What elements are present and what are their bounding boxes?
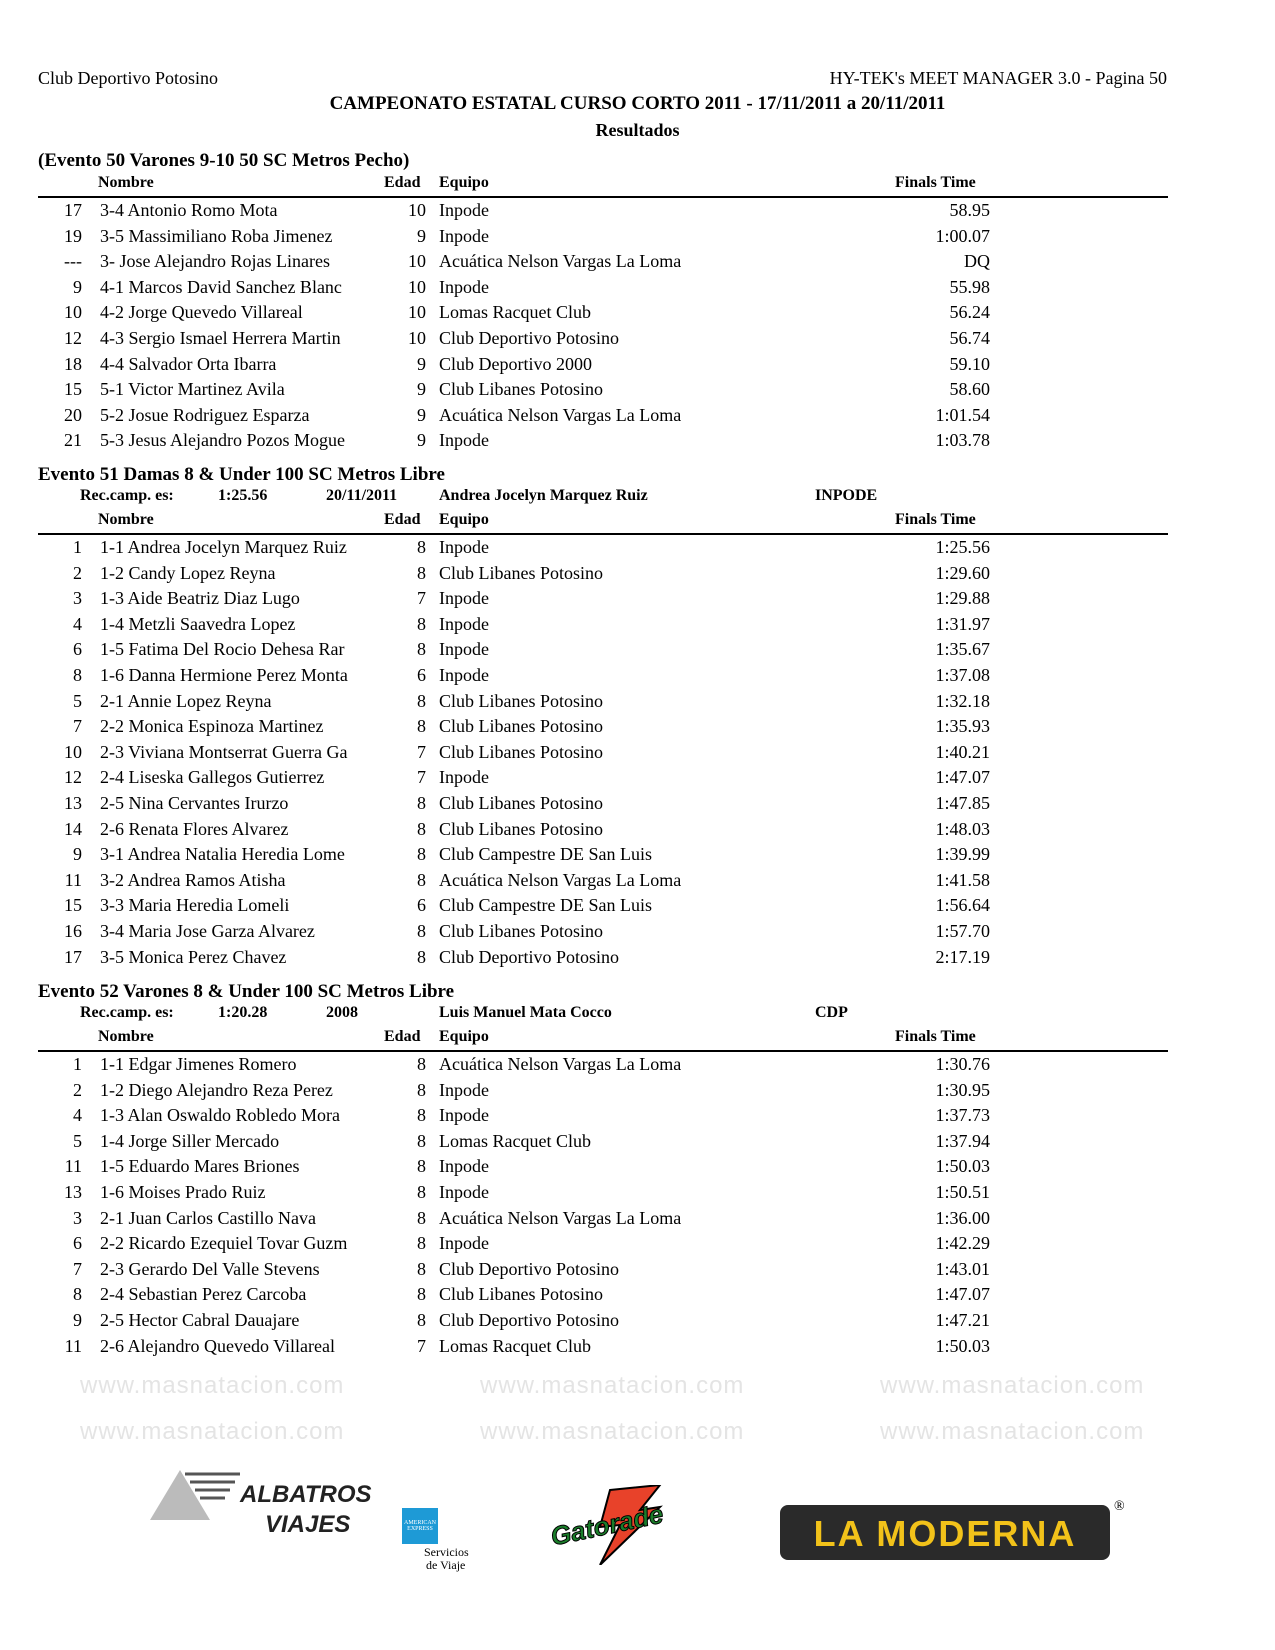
finals-time: 1:31.97 [935,613,990,634]
age: 8 [417,818,426,839]
watermark: www.masnatacion.com [480,1418,745,1445]
team: Club Deportivo 2000 [439,353,592,374]
swimmer-name: 1-1 Edgar Jimenes Romero [100,1054,297,1074]
table-row [38,639,1168,664]
col-name: Nombre [98,1028,154,1045]
albatros-text: ALBATROS [240,1481,372,1508]
record-label: Rec.camp. es: [80,487,174,504]
swimmer-name: 1-3 Aide Beatriz Diaz Lugo [100,588,300,609]
table-row [38,302,1168,327]
team: Acuática Nelson Vargas La Loma [439,1054,682,1074]
swimmer-name: 5-1 Victor Martinez Avila [100,379,285,400]
team: Inpode [439,639,489,660]
place: 5 [73,690,82,711]
record-time: 1:25.56 [218,487,268,504]
place: 9 [73,276,82,297]
team: Lomas Racquet Club [439,302,591,323]
age: 8 [417,1130,426,1151]
table-row [38,379,1168,404]
swimmer-name: 3-2 Andrea Ramos Atisha [100,869,286,890]
finals-time: 1:35.93 [935,716,990,737]
table-row [38,767,1168,792]
swimmer-name: 2-1 Annie Lopez Reyna [100,690,272,711]
swimmer-name: 4-1 Marcos David Sanchez Blanc [100,276,342,297]
swimmer-name: 5-2 Josue Rodriguez Esparza [100,404,310,425]
age: 8 [417,1182,426,1202]
col-age: Edad [384,511,421,528]
place: 9 [73,844,82,865]
age: 8 [417,716,426,737]
age: 8 [417,921,426,941]
finals-time: 1:47.85 [935,793,990,813]
swimmer-name: 1-5 Fatima Del Rocio Dehesa Rar [100,639,345,660]
finals-time: 58.95 [949,200,990,220]
team: Inpode [439,1156,489,1177]
age: 8 [417,1105,426,1126]
table-row [38,226,1168,251]
swimmer-name: 1-6 Moises Prado Ruiz [100,1182,266,1202]
place: 4 [73,613,82,634]
table-row [38,277,1168,302]
team: Club Deportivo Potosino [439,1310,620,1330]
table-row [38,1310,1168,1335]
swimmer-name: 4-2 Jorge Quevedo Villareal [100,302,303,323]
swimmer-name: 2-5 Nina Cervantes Irurzo [100,793,289,813]
team: Club Libanes Potosino [439,793,604,813]
finals-time: 1:50.03 [935,1156,990,1177]
place: 1 [73,1054,82,1074]
finals-time: 1:30.76 [935,1054,990,1074]
team: Acuática Nelson Vargas La Loma [439,1207,682,1228]
age: 7 [417,1335,426,1356]
finals-time: 1:35.67 [935,639,990,660]
age: 8 [417,1156,426,1177]
team: Inpode [439,588,489,609]
record-date: 20/11/2011 [326,487,398,504]
team: Inpode [439,430,489,451]
place: 16 [64,921,82,941]
place: 8 [73,1284,82,1305]
finals-time: 1:37.08 [935,665,990,685]
table-row [38,328,1168,353]
finals-time: 1:03.78 [935,430,990,451]
swimmer-name: 1-3 Alan Oswaldo Robledo Mora [100,1105,340,1126]
table-row [38,405,1168,430]
swimmer-name: 2-4 Sebastian Perez Carcoba [100,1284,307,1305]
finals-time: 1:48.03 [935,818,990,839]
swimmer-name: 1-6 Danna Hermione Perez Monta [100,665,348,685]
place: 3 [73,588,82,609]
place: 12 [64,767,82,788]
col-time: Finals Time [895,511,976,528]
swimmer-name: 1-4 Metzli Saavedra Lopez [100,613,296,634]
place: 13 [64,793,82,813]
team: Acuática Nelson Vargas La Loma [439,869,682,890]
swimmer-name: 2-3 Viviana Montserrat Guerra Ga [100,741,348,762]
table-row [38,200,1168,225]
place: 13 [64,1182,82,1202]
finals-time: 1:37.94 [935,1130,990,1151]
gatorade-text: Gatorade [548,1498,666,1552]
age: 8 [417,946,426,967]
age: 10 [408,302,426,323]
finals-time: 1:47.07 [935,1284,990,1305]
viajes-text: VIAJES [265,1511,351,1538]
table-row [38,1182,1168,1207]
age: 8 [417,793,426,813]
swimmer-name: 2-1 Juan Carlos Castillo Nava [100,1207,316,1228]
age: 10 [408,276,426,297]
team: Club Libanes Potosino [439,716,604,737]
record-team: CDP [815,1004,848,1021]
place: 11 [64,1156,82,1177]
table-row [38,1105,1168,1130]
team: Inpode [439,537,489,557]
age: 8 [417,1054,426,1074]
table-row [38,921,1168,946]
swimmer-name: 3-5 Massimiliano Roba Jimenez [100,225,333,246]
team: Lomas Racquet Club [439,1130,591,1151]
team: Club Libanes Potosino [439,379,604,400]
swimmer-name: 1-1 Andrea Jocelyn Marquez Ruiz [100,537,347,557]
finals-time: 1:30.95 [935,1079,990,1100]
place: 6 [73,639,82,660]
table-row [38,1336,1168,1361]
place: 6 [73,1233,82,1254]
col-age: Edad [384,1028,421,1045]
team: Club Deportivo Potosino [439,946,620,967]
swimmer-name: 3-5 Monica Perez Chavez [100,946,287,967]
swimmer-name: 5-3 Jesus Alejandro Pozos Mogue [100,430,345,451]
team: Acuática Nelson Vargas La Loma [439,404,682,425]
results-subtitle: Resultados [595,120,680,140]
column-header [38,174,1168,198]
age: 8 [417,562,426,583]
age: 8 [417,1207,426,1228]
team: Club Deportivo Potosino [439,1258,620,1279]
col-time: Finals Time [895,174,976,191]
de-viaje-text: de Viaje [426,1558,466,1572]
finals-time: 1:50.03 [935,1335,990,1356]
place: 10 [64,302,82,323]
finals-time: 1:01.54 [935,404,990,425]
servicios-text: Servicios [424,1545,469,1559]
table-row [38,614,1168,639]
swimmer-name: 2-2 Ricardo Ezequiel Tovar Guzm [100,1233,348,1254]
age: 7 [417,741,426,762]
finals-time: 1:43.01 [935,1258,990,1279]
team: Inpode [439,1182,489,1202]
team: Inpode [439,225,489,246]
team: Inpode [439,1105,489,1126]
table-row [38,563,1168,588]
age: 9 [417,430,426,451]
swimmer-name: 3-4 Antonio Romo Mota [100,200,278,220]
place: 17 [64,946,82,967]
record-label: Rec.camp. es: [80,1004,174,1021]
finals-time: 1:37.73 [935,1105,990,1126]
age: 9 [417,404,426,425]
age: 7 [417,588,426,609]
team: Inpode [439,1233,489,1254]
event-title: (Evento 50 Varones 9-10 50 SC Metros Pecho) [38,150,410,171]
place: 11 [64,869,82,890]
albatros-logo-icon [150,1470,240,1525]
team: Inpode [439,276,489,297]
place: 15 [64,895,82,916]
age: 8 [417,1284,426,1305]
team: Club Deportivo Potosino [439,328,620,348]
place: 5 [73,1130,82,1151]
team: Inpode [439,665,489,685]
table-row [38,1259,1168,1284]
swimmer-name: 1-4 Jorge Siller Mercado [100,1130,280,1151]
event-title: Evento 52 Varones 8 & Under 100 SC Metros Libre [38,981,455,1002]
team: Inpode [439,613,489,634]
swimmer-name: 4-3 Sergio Ismael Herrera Martin [100,328,341,348]
col-time: Finals Time [895,1028,976,1045]
watermark: www.masnatacion.com [480,1372,745,1399]
finals-time: 1:57.70 [935,921,990,941]
table-row [38,537,1168,562]
table-row [38,819,1168,844]
watermark: www.masnatacion.com [80,1418,345,1445]
team: Inpode [439,1079,489,1100]
table-row [38,1233,1168,1258]
team: Club Libanes Potosino [439,1284,604,1305]
finals-time: 1:41.58 [935,869,990,890]
place: 7 [73,1258,82,1279]
place: 1 [73,537,82,557]
team: Inpode [439,200,489,220]
team: Club Libanes Potosino [439,562,604,583]
software-page: HY-TEK's MEET MANAGER 3.0 - Pagina 50 [829,68,1167,88]
la-moderna-text: LA MODERNA [813,1513,1077,1554]
age: 8 [417,1310,426,1330]
column-header [38,511,1168,535]
swimmer-name: 3-1 Andrea Natalia Heredia Lome [100,844,345,865]
finals-time: 1:47.21 [935,1310,990,1330]
team: Lomas Racquet Club [439,1335,591,1356]
place: 20 [64,404,82,425]
record-holder: Andrea Jocelyn Marquez Ruiz [439,487,648,504]
team: Club Libanes Potosino [439,818,604,839]
age: 10 [408,251,426,272]
team: Inpode [439,767,489,788]
place: --- [64,251,82,272]
sponsor-albatros [150,1470,469,1572]
col-team: Equipo [439,174,489,191]
finals-time: 1:56.64 [935,895,990,916]
table-row [38,430,1168,455]
amex-logo: AMERICAN EXPRESS [402,1508,438,1544]
place: 21 [64,430,82,451]
place: 9 [73,1310,82,1330]
place: 19 [64,225,82,246]
column-header [38,1028,1168,1052]
age: 7 [417,767,426,788]
table-row [38,1156,1168,1181]
age: 8 [417,690,426,711]
team: Club Libanes Potosino [439,741,604,762]
table-row [38,1054,1168,1079]
swimmer-name: 1-2 Candy Lopez Reyna [100,562,276,583]
place: 3 [73,1207,82,1228]
age: 10 [408,328,426,348]
finals-time: 1:25.56 [935,537,990,557]
event-title: Evento 51 Damas 8 & Under 100 SC Metros Libre [38,464,445,485]
finals-time: 1:36.00 [935,1207,990,1228]
age: 8 [417,639,426,660]
age: 9 [417,353,426,374]
record-time: 1:20.28 [218,1004,268,1021]
watermark: www.masnatacion.com [880,1372,1145,1399]
table-row [38,1131,1168,1156]
finals-time: 1:29.60 [935,562,990,583]
place: 4 [73,1105,82,1126]
team: Acuática Nelson Vargas La Loma [439,251,682,272]
age: 9 [417,379,426,400]
age: 8 [417,613,426,634]
table-row [38,716,1168,741]
table-row [38,251,1168,276]
table-row [38,354,1168,379]
finals-time: 1:00.07 [935,225,990,246]
meet-title: CAMPEONATO ESTATAL CURSO CORTO 2011 - 17/11/2011 a 20/11/2011 [329,93,946,114]
swimmer-name: 1-2 Diego Alejandro Reza Perez [100,1079,333,1100]
record-team: INPODE [815,487,878,504]
age: 6 [417,895,426,916]
watermark: www.masnatacion.com [80,1372,345,1399]
age: 8 [417,537,426,557]
swimmer-name: 2-6 Alejandro Quevedo Villareal [100,1335,336,1356]
finals-time: 2:17.19 [935,946,990,967]
swimmer-name: 3- Jose Alejandro Rojas Linares [100,251,330,272]
finals-time: 55.98 [949,276,990,297]
table-row [38,588,1168,613]
finals-time: 1:42.29 [935,1233,990,1254]
age: 6 [417,665,426,685]
swimmer-name: 2-4 Liseska Gallegos Gutierrez [100,767,325,788]
team: Club Libanes Potosino [439,921,604,941]
finals-time: 56.24 [949,302,990,323]
team: Club Libanes Potosino [439,690,604,711]
place: 2 [73,562,82,583]
place: 10 [64,741,82,762]
table-row [38,844,1168,869]
finals-time: 1:40.21 [935,741,990,762]
place: 7 [73,716,82,737]
age: 8 [417,1233,426,1254]
place: 11 [64,1335,82,1356]
swimmer-name: 4-4 Salvador Orta Ibarra [100,353,277,374]
age: 8 [417,869,426,890]
table-row [38,793,1168,818]
team: Club Campestre DE San Luis [439,895,652,916]
table-row [38,947,1168,972]
watermark: www.masnatacion.com [880,1418,1145,1445]
table-row [38,870,1168,895]
team: Club Campestre DE San Luis [439,844,652,865]
finals-time: 56.74 [949,328,990,348]
age: 9 [417,225,426,246]
col-name: Nombre [98,174,154,191]
finals-time: 1:50.51 [935,1182,990,1202]
record-date: 2008 [326,1004,358,1021]
table-row [38,895,1168,920]
finals-time: 1:29.88 [935,588,990,609]
swimmer-name: 2-3 Gerardo Del Valle Stevens [100,1258,320,1279]
record-holder: Luis Manuel Mata Cocco [439,1004,612,1021]
table-row [38,691,1168,716]
table-row [38,1284,1168,1309]
sponsor-gatorade [550,1485,700,1565]
table-row [38,1208,1168,1233]
col-team: Equipo [439,511,489,528]
col-team: Equipo [439,1028,489,1045]
swimmer-name: 3-3 Maria Heredia Lomeli [100,895,290,916]
place: 15 [64,379,82,400]
swimmer-name: 3-4 Maria Jose Garza Alvarez [100,921,315,941]
place: 2 [73,1079,82,1100]
place: 14 [64,818,82,839]
place: 8 [73,665,82,685]
place: 17 [64,200,82,220]
age: 8 [417,844,426,865]
finals-time: 1:39.99 [935,844,990,865]
swimmer-name: 1-5 Eduardo Mares Briones [100,1156,300,1177]
finals-time: DQ [964,251,990,272]
sponsor-la-moderna [780,1499,1125,1560]
finals-time: 58.60 [949,379,990,400]
finals-time: 1:47.07 [935,767,990,788]
table-row [38,665,1168,690]
club-name: Club Deportivo Potosino [38,68,219,88]
place: 18 [64,353,82,374]
swimmer-name: 2-5 Hector Cabral Dauajare [100,1310,300,1330]
finals-time: 59.10 [949,353,990,374]
finals-time: 1:32.18 [935,690,990,711]
table-row [38,742,1168,767]
place: 12 [64,328,82,348]
table-row [38,1080,1168,1105]
registered-mark: ® [1114,1499,1125,1514]
age: 8 [417,1258,426,1279]
col-age: Edad [384,174,421,191]
age: 8 [417,1079,426,1100]
swimmer-name: 2-2 Monica Espinoza Martinez [100,716,324,737]
swimmer-name: 2-6 Renata Flores Alvarez [100,818,289,839]
col-name: Nombre [98,511,154,528]
age: 10 [408,200,426,220]
